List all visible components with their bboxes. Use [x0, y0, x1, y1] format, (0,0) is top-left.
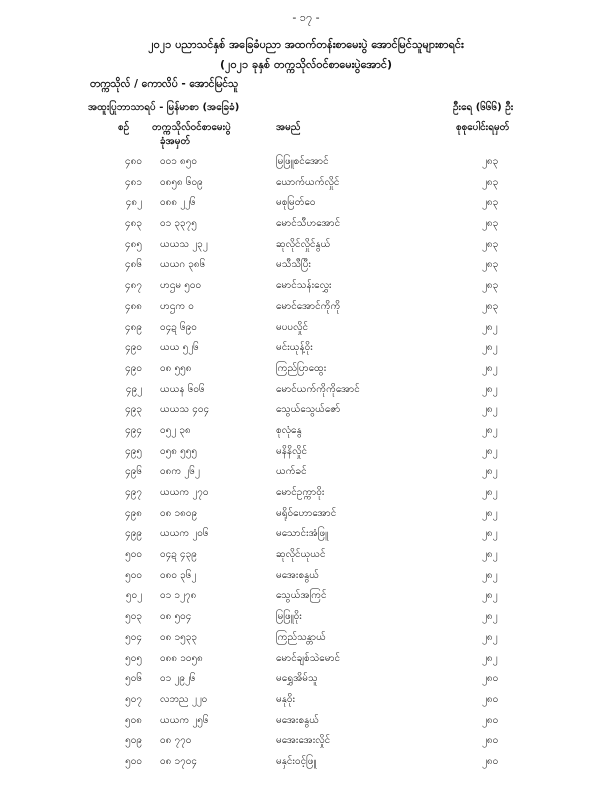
- table-row: [0, 316, 612, 337]
- results-table: [0, 150, 612, 771]
- row-number: ၅၀၆: [125, 673, 142, 685]
- registration-number: လဘည ၂၂၀: [160, 693, 208, 705]
- row-number: ၄၉၇: [125, 487, 142, 498]
- table-row: [0, 584, 612, 605]
- table-row: [0, 522, 612, 543]
- registration-number: ၀၈ ၇၇၀: [160, 735, 192, 747]
- table-row: [0, 336, 612, 357]
- table-row: [0, 398, 612, 419]
- table-row: [0, 212, 612, 233]
- candidate-name: ကြည်သန္တာယ်: [276, 631, 326, 643]
- candidate-name: မအေးအေးလှိုင်: [276, 735, 331, 747]
- document-title: ၂၀၂၁ ပညာသင်နှစ် အခြေခံပညာ အထက်တန်းစာမေးပွဲ အောင်မြင်သူများစာရင်း: [148, 38, 464, 51]
- registration-number: ယယ ၅၂၆: [160, 342, 199, 354]
- candidate-name: မရိုဝ်ဟောအောင်: [276, 507, 337, 519]
- row-number: ၅၀၈: [125, 714, 142, 726]
- total-score: ၂၈၃: [482, 156, 499, 167]
- candidate-name: မြဖြူစင်အောင်: [276, 156, 329, 167]
- registration-number: ၀၅၂ ၃၈: [160, 424, 191, 436]
- registration-number: ၀၈၈ ၁၀၅၈: [160, 652, 203, 664]
- total-score: ၂၈၃: [482, 218, 499, 230]
- total-score: ၂၈၂: [482, 321, 498, 333]
- candidate-name: မပပလှိုင်: [276, 321, 309, 333]
- candidate-name: သွေယ်အကြင်: [276, 590, 327, 602]
- row-number: ၄၉၅: [125, 445, 142, 457]
- column-header-registration-line2: ခုံအမှတ်: [160, 136, 191, 147]
- total-score: ၂၈၂: [482, 383, 498, 395]
- table-row: [0, 274, 612, 295]
- total-score: ၂၈၂: [482, 445, 498, 457]
- registration-number: ယယက ၂၅၆: [160, 714, 209, 726]
- table-row: [0, 729, 612, 750]
- total-score: ၂၈၃: [482, 238, 499, 250]
- candidate-name: မနိနိလှိုင်: [276, 445, 307, 457]
- total-score: ၂၈၀: [482, 755, 499, 767]
- total-score: ၂၈၃: [482, 280, 499, 292]
- table-row: [0, 440, 612, 461]
- row-number: ၄၈၇: [125, 280, 142, 292]
- row-number: ၄၉၂: [125, 383, 142, 395]
- row-number: ၄၈၂: [125, 197, 142, 209]
- total-score: ၂၈၂: [482, 569, 498, 581]
- registration-number: ၀၈ ၁၇၀၄: [160, 755, 198, 767]
- candidate-name: သွေယ်သွေယ်ဇော်: [276, 404, 341, 416]
- registration-number: ၀၈ ၅၀၄: [160, 611, 192, 623]
- table-row: [0, 378, 612, 399]
- total-score: ၂၈၀: [482, 693, 499, 705]
- table-row: [0, 171, 612, 192]
- column-header-name: အမည်: [276, 122, 301, 133]
- region-heading: တက္ကသိုလ် / ကောလိပ် - အောင်မြင်သူ: [90, 78, 239, 90]
- registration-number: ယယက ၂၀၆: [160, 528, 209, 540]
- total-score: ၂၈၂: [482, 611, 498, 623]
- table-row: [0, 481, 612, 502]
- row-number: ၄၈၈: [124, 300, 142, 312]
- candidate-name: မောင်သန်းလွှေး: [276, 280, 332, 292]
- row-number: ၅၀၀: [125, 569, 142, 581]
- table-row: [0, 688, 612, 709]
- registration-number: ၀၁ ၁၂၇၈: [160, 590, 197, 602]
- registration-number: ဝဝ၁ ၈၅၀: [160, 156, 197, 167]
- candidate-name: မောင်အောင်ကိုကို: [276, 300, 341, 312]
- table-row: [0, 647, 612, 668]
- total-score: ၂၈၀: [482, 735, 499, 747]
- row-number: ၅၀၃: [125, 611, 142, 623]
- row-number: ၅၀၅: [125, 652, 142, 664]
- row-number: ၅၀၄: [125, 631, 142, 643]
- table-row: [0, 709, 612, 730]
- registration-number: ၀၈၀ ၃၆၂: [160, 569, 197, 581]
- registration-number: ၀၈ ၁၈၀၉: [160, 507, 198, 519]
- row-number: ၄၈၉: [125, 321, 142, 333]
- registration-number: ဟဌက ၀: [160, 300, 194, 312]
- registration-number: ၀၁ ၂၉၂၆: [160, 673, 196, 685]
- candidate-name: မနှင်းဝင့်ဖြူ: [276, 755, 317, 767]
- total-score: ၂၈၂: [482, 424, 498, 436]
- table-row: [0, 750, 612, 771]
- total-score: ၂၈၃: [482, 300, 499, 312]
- table-row: [0, 667, 612, 688]
- column-header-number: စဉ်: [118, 122, 130, 133]
- table-row: [0, 564, 612, 585]
- table-row: [0, 502, 612, 523]
- candidate-name: မောင်ချစ်သဲမောင်: [276, 652, 341, 664]
- document-subtitle: (၂၀၂၁ ခုနှစ် တက္ကသိုလ်ဝင်စာမေးပွဲအောင်): [220, 58, 392, 71]
- table-row: [0, 460, 612, 481]
- registration-number: ဟဌမ ၅၀၀: [160, 280, 202, 292]
- row-number: ၅၀၀: [125, 549, 142, 561]
- candidate-name: စုလုံနွေ: [276, 424, 302, 436]
- total-score: ၂၈၂: [482, 631, 498, 643]
- table-row: [0, 605, 612, 626]
- total-score: ၂၈၂: [482, 466, 498, 478]
- total-score: ၂၈၃: [482, 197, 499, 209]
- candidate-name: မသီသီပြီး: [276, 259, 311, 271]
- registration-number: ၀၄ဍ ၆၉၀: [160, 321, 197, 333]
- registration-number: ၀၈၅၈ ၆၀၉: [160, 176, 203, 188]
- row-number: ၄၉၆: [125, 466, 142, 478]
- row-number: ၅၀၇: [125, 693, 142, 705]
- row-number: ၄၈၀: [125, 156, 142, 167]
- total-score: ၂၈၀: [482, 673, 499, 685]
- registration-number: ၀၈က ၂၆၂: [160, 466, 200, 478]
- total-score: ၂၈၀: [482, 714, 499, 726]
- total-score: ၂၈၃: [482, 259, 499, 271]
- total-score: ၂၈၂: [482, 549, 498, 561]
- candidate-name: မင်းယုန့်ဝိုး: [276, 342, 313, 354]
- registration-number: ၀၁ ၃၃၇၅: [160, 218, 197, 230]
- table-row: [0, 191, 612, 212]
- total-score: ၂၈၂: [482, 590, 498, 602]
- table-row: [0, 419, 612, 440]
- candidate-name: မောင်သီဟအောင်: [276, 218, 341, 230]
- registration-number: ယယဂ ၃၈၆: [160, 259, 206, 271]
- registration-number: ၀၈၈ ၂၂၆: [160, 197, 196, 209]
- row-number: ၄၉၄: [125, 424, 142, 436]
- registration-number: ယယသ ၄၀၄: [160, 404, 210, 416]
- candidate-name: ယောက်ယက်လှိုင်: [276, 176, 340, 188]
- total-score: ၂၈၂: [482, 528, 498, 540]
- subject-heading: အထူးပြုဘာသာရပ် - မြန်မာစာ (အခြေခံ): [88, 102, 240, 113]
- total-score: ၂၈၃: [482, 176, 499, 188]
- registration-number: ယယသ ၂၃၂: [160, 238, 208, 250]
- candidate-name: ယက်ခင်: [276, 466, 307, 478]
- total-score: ၂၈၂: [482, 342, 498, 354]
- registration-number: ယယန ၆၀၆: [160, 383, 205, 395]
- row-number: ၄၈၃: [125, 218, 142, 230]
- row-number: ၄၈၁: [125, 176, 142, 188]
- row-number: ၄၈၆: [125, 259, 142, 271]
- table-row: [0, 150, 612, 171]
- row-number: ၅၀၉: [125, 735, 142, 747]
- column-header-score: စုစုပေါင်းရမှတ်: [456, 122, 510, 133]
- table-row: [0, 543, 612, 564]
- candidate-name: ဆုလိုင်လှိုင်နွယ်: [276, 238, 331, 250]
- candidate-name: မသောင်းအံဖြူ: [276, 528, 329, 540]
- row-number: ၅၀၀: [125, 755, 142, 767]
- registration-number: ၀၈ ၁၅၃၃: [160, 631, 198, 643]
- candidate-name: မောင်ယက်ကိုကိုအောင်: [276, 383, 360, 395]
- table-row: [0, 233, 612, 254]
- total-score: ၂၈၂: [482, 362, 498, 374]
- candidate-name: ဆုလိုင်ယုယင်: [276, 549, 326, 561]
- row-number: ၄၉၃: [125, 404, 142, 416]
- total-score: ၂၈၂: [482, 404, 498, 416]
- table-row: [0, 626, 612, 647]
- candidate-name: မအေးစနွယ်: [276, 714, 319, 726]
- candidate-name: မအေးစနွယ်: [276, 569, 319, 581]
- table-row: [0, 253, 612, 274]
- row-number: ၅၀၂: [125, 590, 142, 602]
- row-number: ၄၈၅: [125, 238, 142, 250]
- table-row: [0, 295, 612, 316]
- row-number: ၄၉၀: [125, 362, 142, 374]
- registration-number: ယယက ၂၇၀: [160, 487, 209, 498]
- candidate-name: ကြည်ပြာထွေး: [276, 362, 327, 374]
- total-score: ၂၈၂: [482, 487, 498, 498]
- registration-number: ၀၅၈ ၅၅၅: [160, 445, 198, 457]
- candidate-name: မရွှေအိမ်သူ: [276, 673, 318, 685]
- candidate-name: မြဖြူဝိုး: [276, 611, 302, 623]
- candidate-name: မစုမြတ်ဝေ: [276, 197, 316, 209]
- row-number: ၄၉၈: [125, 507, 142, 519]
- candidate-name: မနုဝိုး: [276, 693, 296, 705]
- total-score: ၂၈၂: [482, 507, 498, 519]
- total-score: ၂၈၂: [482, 652, 498, 664]
- registration-number: ၀၄ဍ ၄၃၉: [160, 549, 197, 561]
- registration-number: ၀၈ ၅၅၈: [160, 362, 192, 374]
- table-row: [0, 357, 612, 378]
- total-count-heading: ဦးရေ (၆၆၆) ဦး: [453, 102, 514, 113]
- page-number: - ၁၇ -: [292, 11, 320, 24]
- row-number: ၄၉၉: [125, 528, 142, 540]
- row-number: ၄၉၀: [125, 342, 142, 354]
- candidate-name: မောင်ဥက္ကာဝိုး: [276, 487, 325, 498]
- column-header-registration: တက္ကသိုလ်ဝင်စာမေးပွဲ: [152, 122, 231, 133]
